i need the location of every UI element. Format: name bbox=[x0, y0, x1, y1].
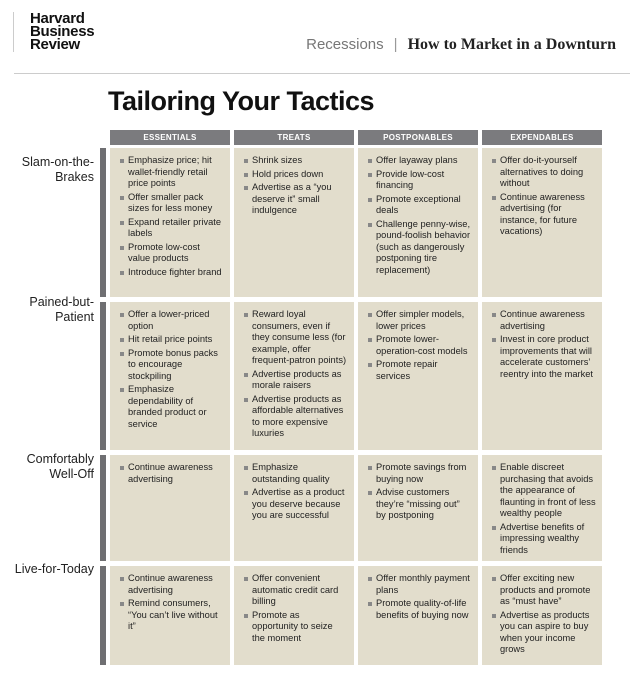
tactic-item: Advertise benefits of impressing wealthy friends bbox=[492, 522, 596, 557]
tactic-item: Offer simpler models, lower prices bbox=[368, 309, 472, 332]
table-cell bbox=[110, 302, 230, 450]
tactic-item: Hit retail price points bbox=[120, 334, 224, 346]
logo-line: Business bbox=[30, 23, 95, 40]
column-header: ESSENTIALS bbox=[110, 130, 230, 145]
tactic-item: Promote exceptional deals bbox=[368, 194, 472, 217]
tactic-item: Advise customers they’re “missing out” by postponing bbox=[368, 487, 472, 522]
tactic-item: Advertise as a product you deserve because you are successful bbox=[244, 487, 348, 522]
row-bar bbox=[100, 302, 106, 450]
divider bbox=[14, 73, 630, 74]
chart-title: Tailoring Your Tactics bbox=[108, 86, 375, 116]
table-cell bbox=[234, 148, 354, 297]
column-header: POSTPONABLES bbox=[358, 130, 478, 145]
breadcrumb-section-link[interactable]: Recessions bbox=[306, 36, 384, 53]
row-bar bbox=[100, 566, 106, 665]
table-cell bbox=[234, 566, 354, 665]
article-title: How to Market in a Downturn bbox=[407, 36, 616, 53]
breadcrumb-separator: | bbox=[393, 36, 398, 53]
tactic-item: Enable discreet purchasing that avoids the appearance of flaunting in front of less wealthy people bbox=[492, 462, 596, 520]
row-bar bbox=[100, 148, 106, 297]
table-cell bbox=[110, 566, 230, 665]
tactic-item: Offer monthly payment plans bbox=[368, 573, 472, 596]
tactic-item: Advertise as products you can aspire to buy when your income grows bbox=[492, 610, 596, 656]
hbr-logo[interactable] bbox=[13, 12, 94, 52]
tactic-item: Promote quality-of-life benefits of buying now bbox=[368, 598, 472, 621]
table-cell bbox=[110, 148, 230, 297]
tactic-item: Offer smaller pack sizes for less money bbox=[120, 192, 224, 215]
tactic-item: Promote bonus packs to encourage stockpiling bbox=[120, 348, 224, 383]
tactic-item: Promote low-cost value products bbox=[120, 242, 224, 265]
tactic-item: Challenge penny-wise, pound-foolish behavior (such as dangerously postponing tire replacement) bbox=[368, 219, 472, 277]
tactic-item: Remind consumers, “You can’t live without it” bbox=[120, 598, 224, 633]
table-cell bbox=[358, 302, 478, 450]
table-cell bbox=[234, 455, 354, 561]
tactic-item: Shrink sizes bbox=[244, 155, 348, 167]
breadcrumb bbox=[306, 36, 616, 54]
column-header: TREATS bbox=[234, 130, 354, 145]
tactic-item: Hold prices down bbox=[244, 169, 348, 181]
tactic-item: Promote lower-operation-cost models bbox=[368, 334, 472, 357]
tactic-item: Invest in core product improvements that will accelerate customers’ reentry into the market bbox=[492, 334, 596, 380]
logo-line: Review bbox=[30, 36, 80, 53]
tactic-item: Continue awareness advertising (for instance, for future vacations) bbox=[492, 192, 596, 238]
table-cell bbox=[358, 455, 478, 561]
tactic-item: Advertise products as affordable alternatives to more expensive luxuries bbox=[244, 394, 348, 440]
tactic-item: Emphasize dependability of branded product or service bbox=[120, 384, 224, 430]
logo-line: Harvard bbox=[30, 10, 85, 27]
tactic-item: Continue awareness advertising bbox=[120, 462, 224, 485]
table-cell bbox=[358, 148, 478, 297]
tactic-item: Promote as opportunity to seize the moment bbox=[244, 610, 348, 645]
tactic-item: Continue awareness advertising bbox=[120, 573, 224, 596]
tactic-item: Offer exciting new products and promote as “must have” bbox=[492, 573, 596, 608]
table-cell bbox=[482, 566, 602, 665]
tactic-item: Advertise as a “you deserve it” small indulgence bbox=[244, 182, 348, 217]
tactic-item: Introduce fighter brand bbox=[120, 267, 224, 279]
row-bar bbox=[100, 455, 106, 561]
row-label: Slam-on-the-Brakes bbox=[21, 155, 94, 184]
tactic-item: Promote savings from buying now bbox=[368, 462, 472, 485]
row-label: Pained-but-Patient bbox=[29, 295, 94, 324]
table-cell bbox=[234, 302, 354, 450]
table-cell bbox=[482, 455, 602, 561]
tactic-item: Reward loyal consumers, even if they consume less (for example, offer frequent-patron points) bbox=[244, 309, 348, 367]
tactic-item: Continue awareness advertising bbox=[492, 309, 596, 332]
tactic-item: Promote repair services bbox=[368, 359, 472, 382]
table-cell bbox=[110, 455, 230, 561]
tactic-item: Provide low-cost financing bbox=[368, 169, 472, 192]
tactic-item: Offer convenient automatic credit card billing bbox=[244, 573, 348, 608]
tactic-item: Emphasize price; hit wallet-friendly retail price points bbox=[120, 155, 224, 190]
tactic-item: Expand retailer private labels bbox=[120, 217, 224, 240]
table-cell bbox=[482, 148, 602, 297]
tactic-item: Offer do-it-yourself alternatives to doing without bbox=[492, 155, 596, 190]
column-header: EXPENDABLES bbox=[482, 130, 602, 145]
table-cell bbox=[482, 302, 602, 450]
tactic-item: Emphasize outstanding quality bbox=[244, 462, 348, 485]
tactic-item: Offer a lower-priced option bbox=[120, 309, 224, 332]
table-cell bbox=[358, 566, 478, 665]
tactic-item: Advertise products as morale raisers bbox=[244, 369, 348, 392]
tactic-item: Offer layaway plans bbox=[368, 155, 472, 167]
row-label: Comfortably Well-Off bbox=[26, 452, 94, 481]
row-label: Live-for-Today bbox=[14, 562, 94, 576]
